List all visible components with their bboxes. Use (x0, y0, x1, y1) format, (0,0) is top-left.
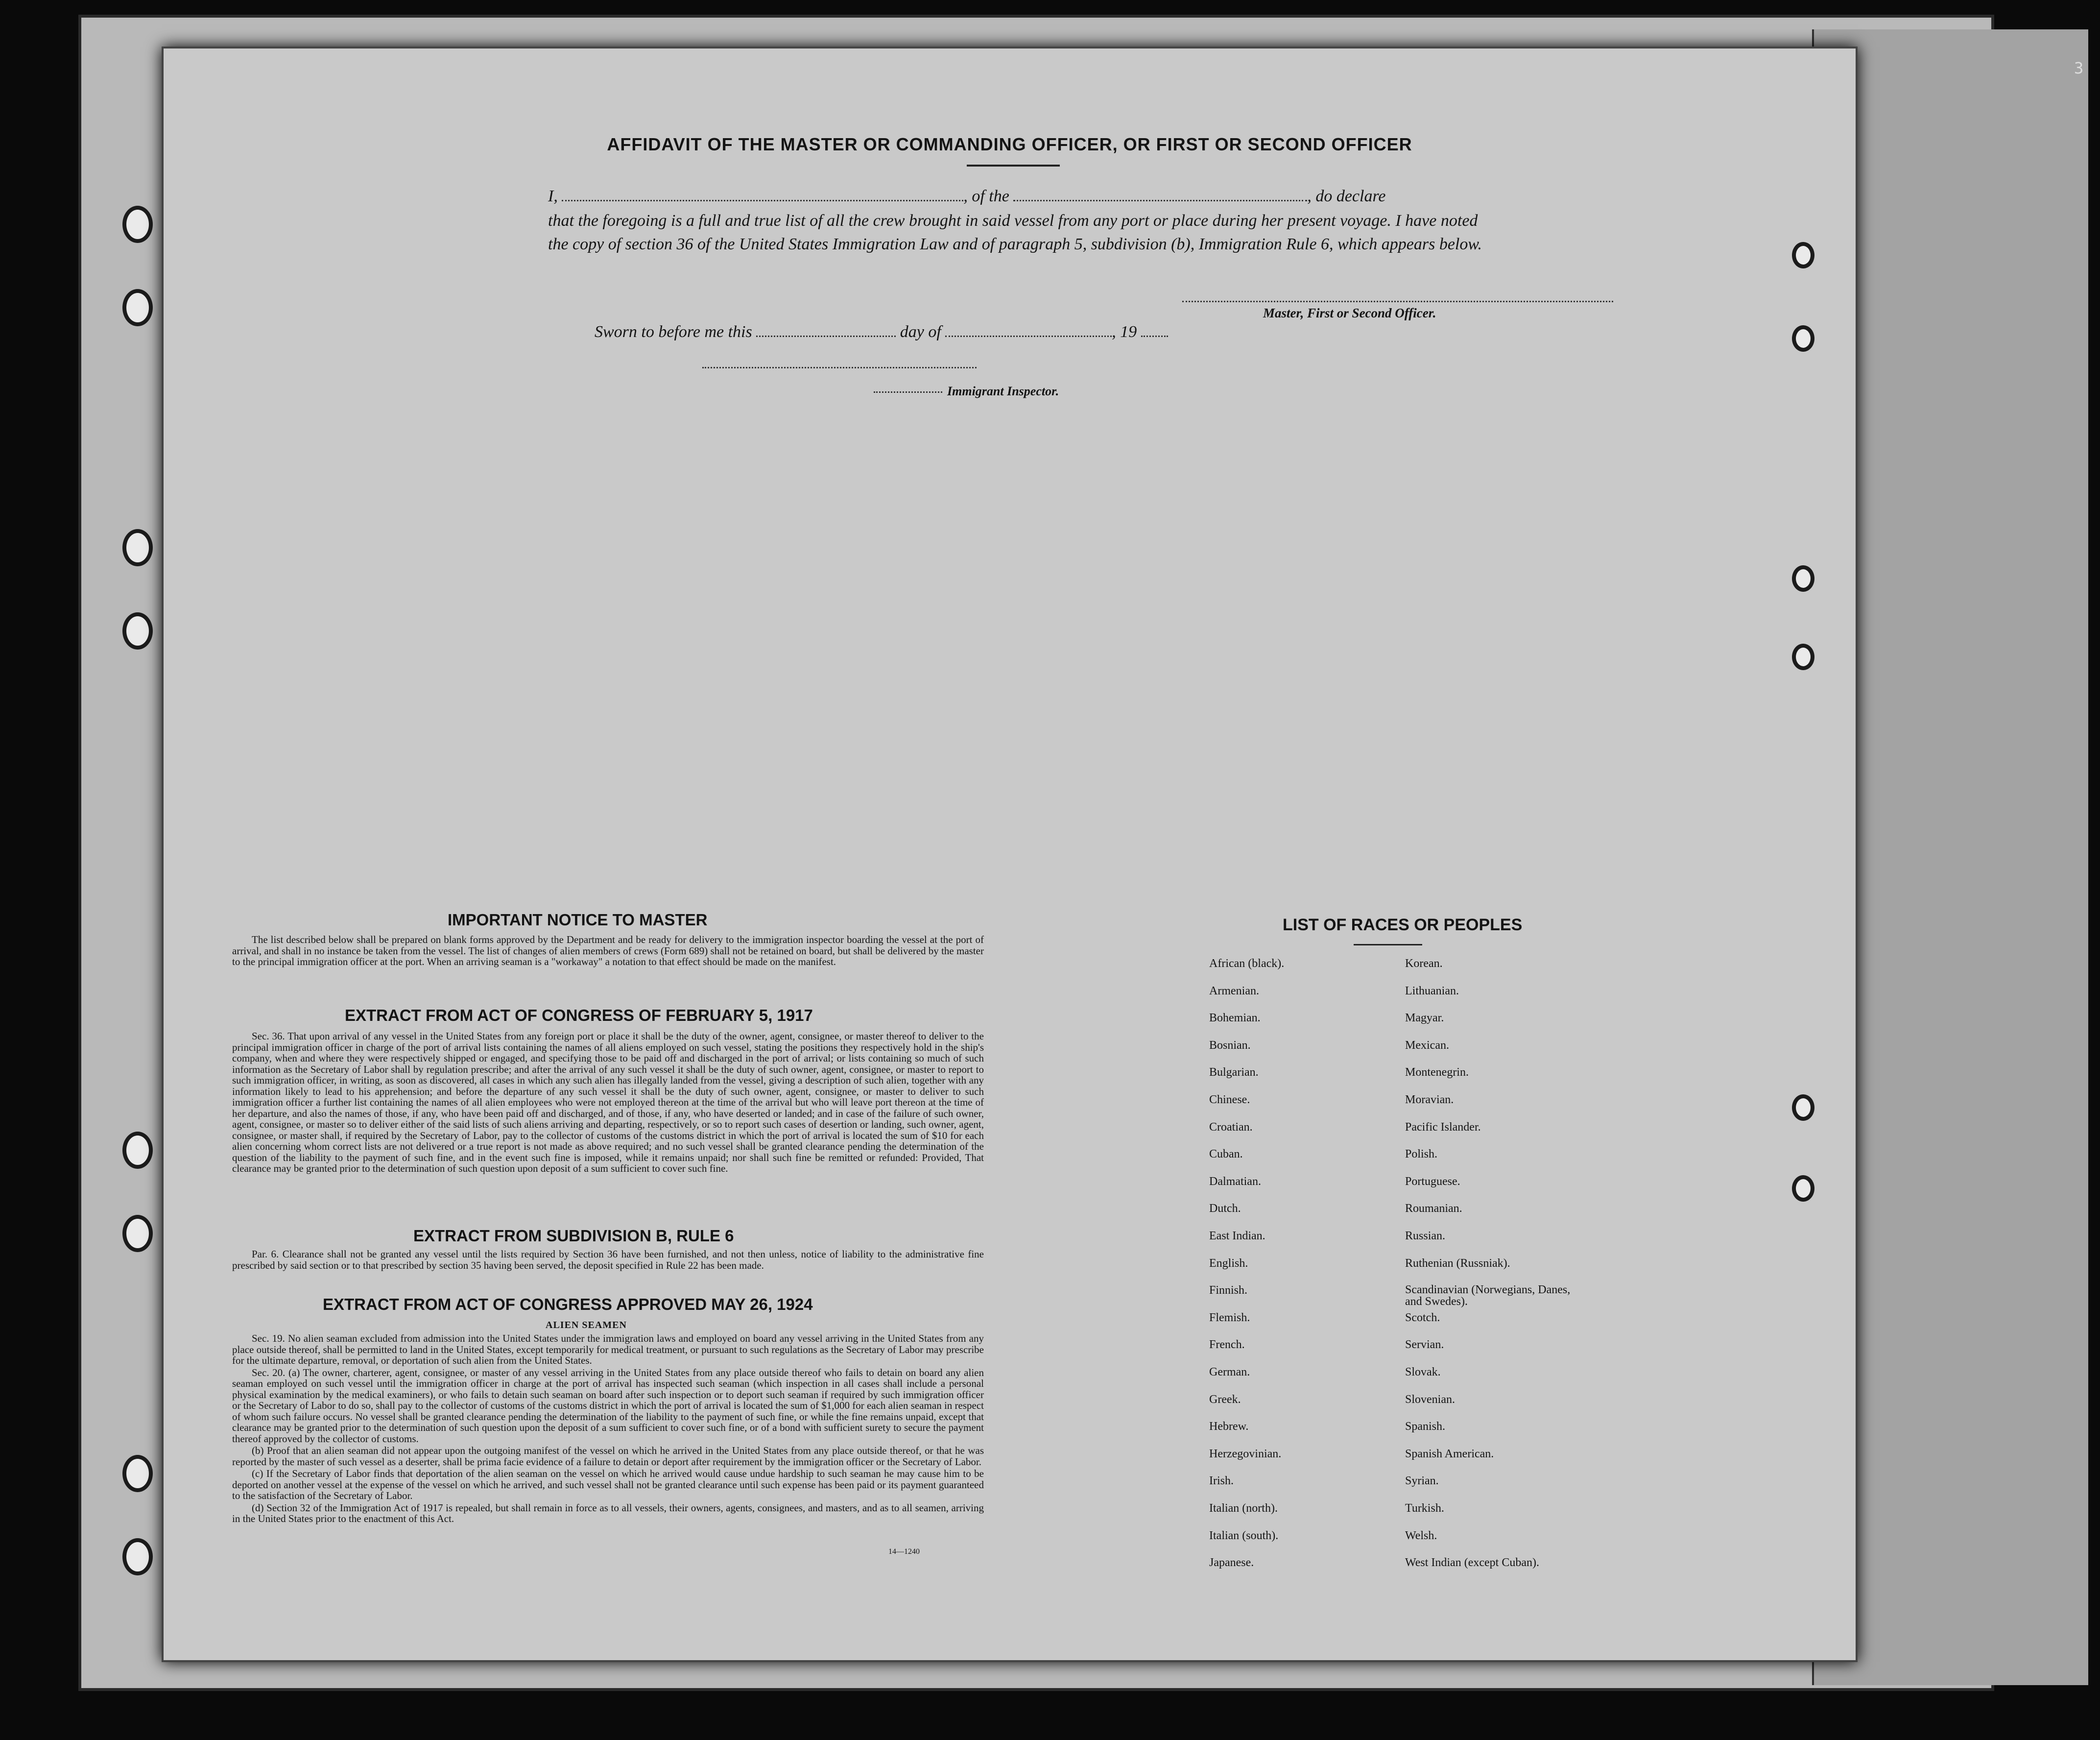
title-rule (967, 165, 1060, 167)
declaration-suffix: , do declare (1307, 187, 1386, 205)
sworn-month-field[interactable] (945, 336, 1112, 337)
race-item: Greek. (1209, 1393, 1241, 1406)
race-item: Mexican. (1405, 1039, 1449, 1052)
race-item: Syrian. (1405, 1474, 1439, 1488)
race-item: Lithuanian. (1405, 984, 1459, 997)
race-item: Pacific Islander. (1405, 1120, 1481, 1134)
race-item: Roumanian. (1405, 1202, 1462, 1215)
race-item: Finnish. (1209, 1284, 1248, 1297)
race-item: Moravian. (1405, 1093, 1454, 1106)
race-item: Spanish American. (1405, 1447, 1494, 1460)
sworn-prefix: Sworn to before me this (595, 323, 752, 341)
punch-hole (1792, 565, 1814, 592)
race-item: Bosnian. (1209, 1039, 1251, 1052)
race-item: Chinese. (1209, 1093, 1250, 1106)
document-page (162, 47, 1858, 1662)
race-item: Bohemian. (1209, 1012, 1261, 1025)
sworn-line (595, 320, 1168, 344)
declaration-mid: , of the (963, 187, 1009, 205)
race-item: Portuguese. (1405, 1175, 1460, 1188)
inspector-signature-line-2[interactable] (874, 391, 942, 393)
inspector-label: Immigrant Inspector. (947, 384, 1059, 398)
race-item: Japanese. (1209, 1556, 1254, 1570)
punch-hole (1792, 242, 1814, 268)
punch-hole (122, 529, 153, 566)
race-item: English. (1209, 1257, 1248, 1270)
declaration-prefix: I, (548, 187, 558, 205)
race-item: Irish. (1209, 1474, 1234, 1488)
extract-1924-paragraph: (b) Proof that an alien seaman did not appear upon the outgoing manifest of the vessel on which he arrived in the United States from any place outside thereof, or that he was reported by the master of such vessel as a deserter, shall be prima facie evidence of a failure to detain or deport after requirement by the immigration officer or the Secretary of Labor. (232, 1445, 984, 1468)
punch-hole (122, 289, 153, 326)
race-item: Cuban. (1209, 1148, 1243, 1161)
declaration-line (548, 185, 1655, 208)
race-item: Turkish. (1405, 1502, 1444, 1515)
notice-title: IMPORTANT NOTICE TO MASTER (448, 911, 708, 929)
race-item: French. (1209, 1338, 1245, 1352)
race-item: Armenian. (1209, 984, 1259, 997)
punch-hole (1792, 1094, 1814, 1121)
race-item: Montenegrin. (1405, 1066, 1469, 1079)
race-item: German. (1209, 1366, 1250, 1378)
race-item: Ruthenian (Russniak). (1405, 1257, 1510, 1270)
extract-1924-paragraph: Sec. 19. No alien seaman excluded from admission into the United States under the immigration laws and employed on board any vessel arriving in the United States from any place outside thereof, shall be permitted to land in the United States, except temporarily for medical treatment, or pursuant to such regulations as the Secretary of Labor may prescribe for the ultimate departure, removal, or deportation of such alien from the United States. (232, 1332, 984, 1366)
race-item: African (black). (1209, 957, 1285, 970)
race-item: Servian. (1405, 1338, 1444, 1352)
notice-body (232, 934, 984, 968)
punch-hole (122, 206, 153, 243)
race-item: Italian (north). (1209, 1502, 1278, 1515)
extract-1924-paragraph: (d) Section 32 of the Immigration Act of 1917 is repealed, but shall remain in force as to all vessels, their owners, agents, consignees, and masters, and as to all seamen, arriving in the United States prior to the enactment of this Act. (232, 1501, 984, 1524)
race-item: Bulgarian. (1209, 1066, 1259, 1079)
master-signature-line[interactable] (1182, 301, 1613, 302)
punch-hole (1792, 1175, 1814, 1202)
punch-hole (122, 1538, 153, 1575)
race-item: Slovak. (1405, 1366, 1441, 1378)
affidavit-title: AFFIDAVIT OF THE MASTER OR COMMANDING OFFICER, OR FIRST OR SECOND OFFICER (607, 134, 1412, 154)
race-item: Slovenian. (1405, 1393, 1455, 1406)
officer-name-field[interactable] (562, 200, 963, 201)
sworn-day-field[interactable] (756, 336, 896, 337)
extract-1924-title: EXTRACT FROM ACT OF CONGRESS APPROVED MAY 26, 1924 (323, 1295, 813, 1313)
race-item: East Indian. (1209, 1230, 1265, 1242)
sworn-day-label: day of (900, 323, 941, 341)
inspector-signature-line[interactable] (702, 367, 977, 368)
race-item: Korean. (1405, 957, 1443, 970)
race-item: Hebrew. (1209, 1420, 1249, 1433)
race-item: Scotch. (1405, 1311, 1440, 1324)
race-item: Magyar. (1405, 1012, 1444, 1025)
race-item: Italian (south). (1209, 1529, 1279, 1542)
race-item: Flemish. (1209, 1311, 1250, 1324)
extract-1917-paragraph: Sec. 36. That upon arrival of any vessel in the United States from any foreign port or place it shall be the duty of the owner, agent, consignee, or master thereof to deliver to the principal immigration officer in charge of the port of arrival lists containing the names of all aliens employed on such vessel, stating the positions they respectively hold in the ship's company, when and where they were respectively shipped or engaged, and specifying those to be paid off and discharged in the port of arrival; or lists containing so much of such information as the Secretary of Labor shall by regulation prescribe; and after the arrival of any such vessel it shall be the duty of such owner, agent, consignee, or master to report to such immigration officer, in writing, as soon as discovered, all cases in which any such alien has illegally landed from the vessel, giving a description of such alien, together with any information likely to lead to his apprehension; and before the departure of any such vessel it shall be the duty of such owner, agent, consignee, or master to deliver to such immigration officer a further list containing the names of all alien employees who were not employed thereon at the time of the arrival but who will leave port thereon at the time of her departure, and also the names of those, if any, who have been paid off and discharged, and of those, if any, who have deserted or landed; and in case of the failure of such owner, agent, consignee, or master so to deliver either of the said lists of such aliens arriving and departing, respectively, or so to report such cases of desertion or landing, such owner, agent, consignee, or master shall, if required by the Secretary of Labor, pay to the collector of customs of the customs district in which the port of arrival is located the sum of $10 for each alien concerning whom correct lists are not delivered or a true report is not made as above required; and no such vessel shall be granted clearance pending the determination of the question of the liability to the payment of such fine, and in the event such fine is imposed, while it remains unpaid; nor shall such fine be remitted or refunded: Provided, That clearance may be granted prior to the determination of such question upon deposit of a sum sufficient to cover such fine. (232, 1030, 984, 1174)
extract-rule6-body (232, 1249, 984, 1272)
race-item: Scandinavian (Norwegians, Danes, and Swedes). (1405, 1283, 1571, 1308)
punch-hole (1792, 325, 1814, 352)
bleed-through-area (418, 367, 1594, 955)
race-item: Herzegovinian. (1209, 1447, 1282, 1460)
page-number: 3 (2074, 59, 2084, 77)
sworn-year-label: , 19 (1112, 323, 1137, 341)
notice-paragraph: The list described below shall be prepared on blank forms approved by the Department and be ready for delivery to the immigration inspector boarding the vessel at the port of arrival, and shall in no instance be taken from the vessel. The list of changes of alien members of crews (Form 689) shall not be retained on board, but shall be delivered by the master to the principal immigration officer at the port. When an arriving seaman is a "workaway" a notation to that effect should be made on the manifest. (232, 934, 984, 967)
race-item: Dutch. (1209, 1202, 1241, 1215)
race-item: Croatian. (1209, 1120, 1253, 1134)
race-item: West Indian (except Cuban). (1405, 1556, 1539, 1570)
punch-hole (1792, 644, 1814, 670)
extract-1924-body (232, 1333, 984, 1525)
extract-rule6-title: EXTRACT FROM SUBDIVISION B, RULE 6 (413, 1227, 734, 1245)
extract-1924-paragraph: (c) If the Secretary of Labor finds that deportation of the alien seaman on the vessel on which he arrived would cause undue hardship to such seaman he may cause him to be deported on another vessel at the expense of the vessel on which he arrived, and such vessel shall not be granted clearance until such expense has been paid or its payment guaranteed to the satisfaction of the Secretary of Labor. (232, 1468, 984, 1501)
extract-1917-body (232, 1031, 984, 1175)
race-item: Russian. (1405, 1230, 1446, 1242)
race-item: Dalmatian. (1209, 1175, 1261, 1188)
extract-1917-title: EXTRACT FROM ACT OF CONGRESS OF FEBRUARY 5, 1917 (345, 1006, 813, 1024)
race-item: Polish. (1405, 1148, 1438, 1161)
races-title: LIST OF RACES OR PEOPLES (1283, 916, 1523, 934)
master-label: Master, First or Second Officer. (1263, 306, 1436, 320)
punch-hole (122, 1215, 153, 1252)
sworn-year-field[interactable] (1141, 336, 1168, 337)
extract-1924-paragraph: Sec. 20. (a) The owner, charterer, agent, consignee, or master of any vessel arriving in the United States from any place outside thereof who fails to detain on board any alien seaman employed on such vessel until the immigration officer in charge at the port of arrival has inspected such seaman (which inspection in all cases shall include a personal physical examination by the medical examiners), or who fails to detain such seaman on board after such inspection or to deport such seaman if required by such immigration officer or the Secretary of Labor to do so, shall pay to the collector of customs of the customs district in which the port of arrival is located the sum of $1,000 for each alien seaman in respect of whom such failure occurs. No vessel shall be granted clearance pending the determination of the liability to the payment of such fine, or while the fine remains unpaid, except that clearance may be granted prior to the determination of such question upon the deposit of a sum sufficient to cover such fine, or of a bond with sufficient surety to secure the payment thereof approved by the collector of customs. (232, 1366, 984, 1445)
vessel-name-field[interactable] (1013, 200, 1307, 201)
form-number: 14—1240 (888, 1547, 920, 1556)
punch-hole (122, 1132, 153, 1169)
extract-rule6-paragraph: Par. 6. Clearance shall not be granted any vessel until the lists required by Section 36 have been furnished, and not then unless, notice of liability to the administrative fine prescribed by said section or to that prescribed by section 35 having been served, the deposit specified in Rule 22 has been made. (232, 1248, 984, 1271)
race-item: Welsh. (1405, 1529, 1437, 1542)
alien-seamen-subtitle: ALIEN SEAMEN (546, 1320, 627, 1330)
declaration-body: that the foregoing is a full and true list of all the crew brought in said vessel from any port or place during her present voyage. I have noted the copy of section 36 of the United States Immigration Law and of paragraph 5, subdivision (b), Immigration Rule 6, which appears below. (548, 212, 1482, 253)
punch-hole (122, 612, 153, 650)
race-item: Spanish. (1405, 1420, 1446, 1433)
races-title-rule (1354, 944, 1422, 945)
punch-hole (122, 1455, 153, 1492)
